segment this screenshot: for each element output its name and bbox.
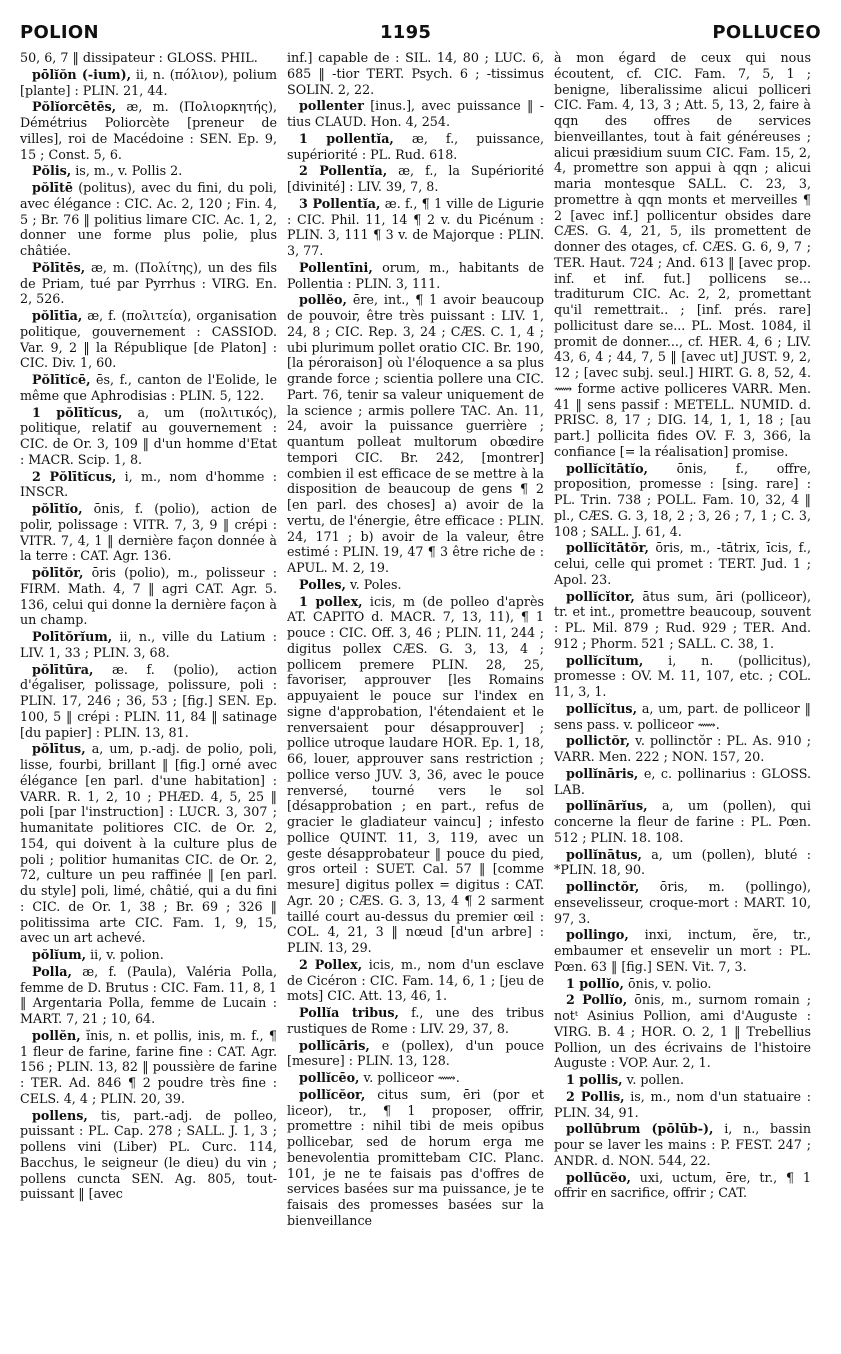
- dictionary-entry: [20, 565, 277, 628]
- entry-definition: 50, 6, 7 ‖ dissipateur : GLOSS. PHIL.: [20, 50, 258, 65]
- headword: pollĭnātus,: [566, 846, 642, 862]
- dictionary-entry: [20, 372, 277, 404]
- entry-definition: inf.] capable de : SIL. 14, 80 ; LUC. 6, 685 ‖ -tior TERT. Psych. 6 ; -tissimus SOLIN. 2, 22.: [287, 50, 544, 97]
- dictionary-entry: [20, 308, 277, 371]
- entry-definition: e, c. pollinarius : GLOSS. LAB.: [554, 765, 811, 797]
- dictionary-entry: [20, 662, 277, 741]
- dictionary-entry: [554, 540, 811, 587]
- dictionary-entry: [287, 957, 544, 1004]
- entry-definition: tis, part.-adj. de polleo, puissant : PL. Cap. 278 ; SALL. J. 1, 3 ; pollens vini (Liber) PL. Curc. 114, Bacchus, le seigneur (le dieu) du vin ; pollens cuncta SEN. Ag. 805, tout-puissant ‖ [avec: [20, 1107, 277, 1202]
- dictionary-entry: [554, 589, 811, 652]
- dictionary-entry: [554, 847, 811, 879]
- dictionary-entry: [20, 629, 277, 661]
- headword: pollingo,: [566, 927, 629, 943]
- headword: 2 Pollentĭa,: [299, 163, 388, 179]
- entry-definition: i, n., bassin pour se laver les mains : P. FEST. 247 ; ANDR. d. NON. 544, 22.: [554, 1121, 811, 1168]
- headword: pollĭnārĭus,: [566, 798, 648, 814]
- entry-definition: ōnis, f. (polio), action de polir, polissage : VITR. 7, 3, 9 ‖ crépi : VITR. 7, 4, 1 ‖ dernière façon donnée à la terre : CAT. Agr. 136.: [20, 501, 277, 564]
- dictionary-entry: [287, 98, 544, 130]
- entry-definition: ii, v. polion.: [90, 947, 164, 962]
- page-number: 1195: [379, 21, 432, 43]
- entry-definition: ĭnis, n. et pollis, inis, m. f., ¶ 1 fleur de farine, farine fine : CAT. Agr. 156 ; PLIN. 13, 82 ‖ poussière de farine : TER. Ad. 846 ¶ 2 poudre très fine : CELS. 4, 4 ; PLIN. 20, 39.: [20, 1027, 277, 1106]
- dictionary-entry: [554, 653, 811, 700]
- entry-definition: æ, f. (πολιτεία), organisation politique, gouvernement : CASSIOD. Var. 9, 2 ‖ la République [de Platon] : CIC. Div. 1, 60.: [20, 308, 277, 371]
- page-header: [20, 18, 821, 46]
- dictionary-entry: [554, 1089, 811, 1121]
- headword: Pŏlītēs,: [32, 259, 86, 275]
- entry-definition: ii, n. (πόλιον), polium [plante] : PLIN. 21, 44.: [20, 66, 277, 98]
- headword: Polles,: [299, 576, 346, 592]
- dictionary-entry: [287, 594, 544, 956]
- headword: pollenter: [299, 98, 364, 114]
- headword: 3 Pollentĭa,: [299, 195, 381, 211]
- entry-definition: f., une des tribus rustiques de Rome : LIV. 29, 37, 8.: [287, 1005, 544, 1036]
- dictionary-entry: [554, 766, 811, 798]
- headword: 2 Pŏlītĭcus,: [32, 468, 117, 484]
- dictionary-entry: [287, 163, 544, 195]
- headword: pollĭnāris,: [566, 765, 639, 781]
- headword: pollens,: [32, 1107, 88, 1123]
- entry-definition: ēre, int., ¶ 1 avoir beaucoup de pouvoir, être très puissant : LIV. 1, 24, 8 ; CIC. Rep. 3, 24 ; CÆS. C. 1, 4 ; ubi plurimum pollet oratio CIC. Br. 190, [la péroraison] où l'éloquence a sa plus grande force ; scientia pollere una CIC. Part. 76, tenir sa valeur uniquement de la science ; armis pollere TAC. An. 11, 24, avoir la puissance guerrière ; quantum polleat multorum obœdire tempori CIC. Br. 242, [montrer] combien il est efficace de se mettre à la disposition de beaucoup de gens ¶ 2 [en parl. des choses] a) avoir de la vertu, de l'énergie, être efficace : PLIN. 24, 171 ; b) avoir de la valeur, être estimé : PLIN. 19, 47 ¶ 3 être riche de : APUL. M. 2, 19.: [287, 292, 544, 575]
- entry-definition: v. polliceor ⟿.: [363, 1070, 460, 1085]
- headword: 2 Pollex,: [299, 956, 363, 972]
- entry-definition: icis, m., nom d'un esclave de Cicéron : CIC. Fam. 14, 6, 1 ; [jeu de mots] CIC. Att. 13, 46, 1.: [287, 956, 544, 1004]
- headword: 1 pollex,: [299, 593, 363, 609]
- entry-definition: v. pollinctŏr : PL. As. 910 ; VARR. Men. 222 ; NON. 157, 20.: [554, 733, 811, 764]
- entry-definition: æ, m. (Πολιορκητής), Démétrius Poliorcète [preneur de villes], roi de Macédoine : SEN. Ep. 9, 15 ; Const. 5, 6.: [20, 99, 277, 162]
- entry-definition: æ, m. (Πολίτης), un des fils de Priam, tué par Pyrrhus : VIRG. En. 2, 526.: [20, 259, 277, 307]
- entry-definition: æ, f., puissance, supériorité : PL. Rud. 618.: [287, 130, 544, 162]
- headword: pŏlītĭo,: [32, 501, 83, 516]
- entry-definition: ōris (polio), m., polisseur : FIRM. Math. 4, 7 ‖ agri CAT. Agr. 5. 136, celui qui donne la dernière façon à un champ.: [20, 565, 277, 628]
- entry-definition: ōnis, m., surnom romain ; notᵗ Asinius Pollion, ami d'Auguste : VIRG. B. 4 ; HOR. O. 2, 1 ‖ Trebellius Pollion, un des écrivains de l'histoire Auguste : VOP. Aur. 2, 1.: [554, 992, 811, 1071]
- dictionary-entry: [20, 180, 277, 259]
- dictionary-entry: [287, 1038, 544, 1070]
- headword: pollĭcēo,: [299, 1070, 360, 1085]
- entry-definition: a, um, p.-adj. de polio, poli, lisse, fourbi, brillant ‖ [fig.] orné avec élégance [en parl. d'une habitation] : VARR. R. 1, 2, 10 ; PHÆD. 4, 5, 25 ‖ poli [par l'instruction] : LUCR. 3, 307 ; humanitate politiores CIC. de Or. 2, 154, qui doivent à la culture plus de poli ; politior humanitas CIC. de Or. 2, 72, culture un peu raffinée ‖ [en parl. du style] poli, limé, châtié, qui a du fini : CIC. de Or. 1, 38 ; Br. 69 ; 326 ‖ politissima arte CIC. Fam. 1, 9, 15, avec un art achevé.: [20, 741, 277, 946]
- dictionary-entry: [554, 1170, 811, 1202]
- headword: pollĭcĭtor,: [566, 588, 635, 604]
- dictionary-entry: [554, 927, 811, 974]
- entry-definition: v. Poles.: [349, 576, 402, 592]
- entry-definition: ii, n., ville du Latium : LIV. 1, 33 ; PLIN. 3, 68.: [20, 629, 277, 660]
- headword: pollĕo,: [299, 292, 347, 308]
- dictionary-entry: [287, 1070, 544, 1086]
- headword: pollĭcĭtum,: [566, 652, 644, 668]
- dictionary-entry: [20, 163, 277, 179]
- headword: pŏlītŏr,: [32, 565, 84, 580]
- entry-definition: is, m., v. Pollis 2.: [75, 163, 183, 179]
- headword: Pŏlītĭcē,: [32, 372, 91, 387]
- headword: pollūbrum (pōlūb-),: [566, 1121, 714, 1137]
- dictionary-entry: [287, 50, 544, 97]
- dictionary-entry: [20, 1028, 277, 1107]
- entry-definition: æ, f., la Supériorité [divinité] : LIV. 39, 7, 8.: [287, 163, 544, 194]
- headword: 1 pollĭo,: [566, 975, 624, 991]
- headword: Pŏlĭorcētēs,: [32, 99, 117, 115]
- headword: pollinctŏr,: [566, 879, 640, 894]
- dictionary-entry: [20, 50, 277, 66]
- headword: Pŏlis,: [32, 163, 72, 179]
- entry-definition: a, um (pollen), bluté : *PLIN. 18, 90.: [554, 846, 811, 878]
- headword: pollĭcĭtātŏr,: [566, 540, 649, 556]
- dictionary-entry: [554, 1072, 811, 1088]
- entry-definition: à mon égard de ceux qui nous écoutent, cf. CIC. Fam. 7, 5, 1 ; benigne, liberalissime alicui polliceri CIC. Fam. 4, 13, 3 ; Att. 5, 13, 2, faire à qqn des offres de services bienveillantes, tout à fait généreuses ; alicui præsidium suum CIC. Fam. 15, 2, 4, promettre son appui à qqn ; alicui maria montesque SALL. C. 23, 3, promettre à qqn monts et merveilles ¶ 2 [avec inf.] pollicentur obsides dare CÆS. G. 4, 21, 5, ils promettent de donner des otages, cf. CÆS. G. 6, 9, 7 ; TER. Haut. 724 ; And. 613 ‖ [avec prop. inf. et inf. fut.] pollicens se... traditurum CIC. Ac. 2, 2, promettant qu'il remettrait.. ; [inf. prés. rare] pollicitust dare se... PL. Most. 1084, il promit de donner..., cf. HER. 4, 6 ; LIV. 43, 6, 4 ; 44, 7, 5 ‖ [avec ut] JUST. 9, 2, 12 ; [avec subj. seul.] HIRT. G. 8, 52, 4. ⟿ forme active polliceres VARR. Men. 41 ‖ sens passif : METELL. NUMID. d. PRISC. 8, 17 ; DIG. 14, 1, 1, 18 ; [au part.] pollicita fides OV. F. 3, 366, la confiance [= la réalisation] promise.: [554, 50, 811, 459]
- headword: pŏlītūra,: [32, 661, 94, 677]
- entry-columns: [20, 50, 821, 1348]
- dictionary-entry: [554, 701, 811, 733]
- entry-definition: uxi, uctum, ēre, tr., ¶ 1 offrir en sacrifice, offrir ; CAT.: [554, 1169, 811, 1201]
- column-1: [20, 50, 277, 1348]
- headword: pollictŏr,: [566, 733, 631, 749]
- entry-definition: i, m., nom d'homme : INSCR.: [20, 468, 277, 500]
- entry-definition: orum, m., habitants de Pollentia : PLIN. 3, 111.: [287, 259, 544, 291]
- entry-definition: i, n. (pollicitus), promesse : OV. M. 11, 107, etc. ; COL. 11, 3, 1.: [554, 652, 811, 699]
- entry-definition: ōris, m., -tātrix, īcis, f., celui, celle qui promet : TERT. Jud. 1 ; Apol. 23.: [554, 540, 811, 587]
- headword: pŏlītē: [32, 180, 73, 195]
- headword: Polītŏrĭum,: [32, 629, 113, 644]
- dictionary-entry: [20, 501, 277, 564]
- dictionary-entry: [554, 461, 811, 540]
- entry-definition: æ. f. (polio), action d'égaliser, polissage, polissure, poli : PLIN. 17, 246 ; 36, 53 ; [fig.] SEN. Ep. 100, 5 ‖ crépi : PLIN. 11, 84 ‖ satinage [du papier] : PLIN. 13, 81.: [20, 661, 277, 740]
- dictionary-entry: [554, 879, 811, 926]
- headword: 1 pŏlītĭcus,: [32, 404, 123, 420]
- entry-definition: a, um (πολιτικός), politique, relatif au gouvernement : CIC. de Or. 3, 109 ‖ d'un homme d'Etat : MACR. Scip. 1, 8.: [20, 404, 277, 467]
- dictionary-entry: [554, 976, 811, 992]
- entry-definition: [inus.], avec puissance ‖ -tius CLAUD. Hon. 4, 254.: [287, 98, 544, 129]
- headword: pollĕn,: [32, 1027, 81, 1043]
- dictionary-entry: [287, 1087, 544, 1229]
- entry-definition: a, um (pollen), qui concerne la fleur de farine : PL. Pœn. 512 ; PLIN. 18. 108.: [554, 798, 811, 845]
- entry-definition: ēs, f., canton de l'Eolide, le même que Aphrodisias : PLIN. 5, 122.: [20, 372, 277, 403]
- dictionary-entry: [554, 798, 811, 845]
- dictionary-entry: [287, 260, 544, 292]
- headword: pollĭcĭtātĭo,: [566, 460, 648, 476]
- entry-definition: ōnis, f., offre, proposition, promesse : [sing. rare] : PL. Trin. 738 ; POLL. Fam. 10, 32, 4 ‖ pl., CÆS. G. 3, 18, 2 ; 3, 26 ; 7, 1 ; C. 3, 108 ; SALL. J. 61, 4.: [554, 460, 811, 539]
- headword: pollĭcāris,: [299, 1037, 370, 1053]
- headword: pōlĭŏn (-ium),: [32, 66, 132, 82]
- headword: pollĭcĕor,: [299, 1086, 366, 1102]
- headword: pollūcĕo,: [566, 1169, 631, 1185]
- column-2: [287, 50, 544, 1348]
- headword: pollĭcĭtus,: [566, 700, 637, 716]
- dictionary-entry: [20, 260, 277, 307]
- dictionary-entry: [20, 964, 277, 1027]
- headword: 2 Pollĭo,: [566, 992, 628, 1008]
- dictionary-entry: [20, 947, 277, 963]
- right-guide-word: POLLUCEO: [712, 21, 821, 43]
- dictionary-entry: [287, 577, 544, 593]
- entry-definition: ōris, m. (pollingo), ensevelisseur, croque-mort : MART. 10, 97, 3.: [554, 879, 811, 926]
- entry-definition: icis, m (de polleo d'après AT. CAPITO d. MACR. 7, 13, 11), ¶ 1 pouce : CIC. Off. 3, 46 ; PLIN. 11, 244 ; digitus pollex CÆS. G. 3, 13, 4 ; pollicem premere PLIN. 28, 25, favoriser, approuver [les Romains appuyaient le pouce sur l'index en signe d'approbation, l'étendaient et le renversaient pour désapprouver] ; pollice utroque laudare HOR. Ep. 1, 18, 66, louer, approuver sans restriction ; pollice verso JUV. 3, 36, avec le pouce renversé, tourné vers le sol [désapprobation ; en part., refus de gracier le gladiateur vaincu] ; infesto pollice QUINT. 11, 3, 119, avec un geste désapprobateur ‖ pouce du pied, gros orteil : SUET. Cal. 57 ‖ [comme mesure] digitus pollex = digitus : CAT. Agr. 20 ; CÆS. G. 3, 13, 4 ¶ 2 sarment taillé court au-dessus du premier œil : COL. 4, 21, 3 ‖ nœud [d'un arbre] : PLIN. 13, 29.: [287, 593, 544, 955]
- left-guide-word: POLION: [20, 21, 99, 43]
- dictionary-entry: [554, 1121, 811, 1168]
- headword: 1 pollentĭa,: [299, 130, 394, 146]
- dictionary-entry: [287, 292, 544, 576]
- dictionary-entry: [20, 405, 277, 468]
- dictionary-entry: [554, 733, 811, 765]
- headword: Pollĭa tribus,: [299, 1005, 399, 1020]
- entry-definition: inxi, inctum, ĕre, tr., embaumer et ensevelir un mort : PL. Pœn. 63 ‖ [fig.] SEN. Vit. 7, 3.: [554, 927, 811, 974]
- dictionary-entry: [287, 131, 544, 163]
- dictionary-entry: [554, 50, 811, 460]
- entry-definition: æ, f. (Paula), Valéria Polla, femme de D. Brutus : CIC. Fam. 11, 8, 1 ‖ Argentaria Polla, femme de Lucain : MART. 7, 21 ; 10, 64.: [20, 963, 277, 1026]
- dictionary-entry: [20, 1108, 277, 1203]
- dictionary-entry: [287, 196, 544, 259]
- headword: Pollentīni,: [299, 259, 373, 275]
- dictionary-entry: [287, 1005, 544, 1037]
- column-3: [554, 50, 811, 1348]
- entry-definition: ātus sum, āri (polliceor), tr. et int., promettre beaucoup, souvent : PL. Mil. 879 ; Rud. 929 ; TER. And. 912 ; Phorm. 521 ; SALL. C. 38, 1.: [554, 588, 811, 651]
- headword: pŏlĭum,: [32, 947, 87, 962]
- entry-definition: citus sum, ēri (por et liceor), tr., ¶ 1 proposer, offrir, promettre : nihil tibi de meis opibus pollicebar, sed de horum erga me benevolentia promittebam CIC. Planc. 101, je ne te faisais pas d'offres de services basées sur ma puissance, je te faisais des promesses basées sur la bienveillance: [287, 1086, 544, 1228]
- entry-definition: v. pollen.: [626, 1072, 684, 1087]
- entry-definition: æ. f., ¶ 1 ville de Ligurie : CIC. Phil. 11, 14 ¶ 2 v. du Picénum : PLIN. 3, 111 ¶ 3 v. de Majorque : PLIN. 3, 77.: [287, 195, 544, 258]
- headword: pŏlītīa,: [32, 308, 83, 323]
- entry-definition: (politus), avec du fini, du poli, avec élégance : CIC. Ac. 2, 120 ; Fin. 4, 5 ; Br. 76 ‖ politius limare CIC. Ac. 1, 2, donner une forme plus polie, plus châtiée.: [20, 180, 277, 258]
- dictionary-entry: [20, 67, 277, 99]
- dictionary-entry: [20, 99, 277, 162]
- dictionary-entry: [20, 741, 277, 946]
- headword: pŏlītus,: [32, 741, 86, 757]
- entry-definition: is, m., nom d'un statuaire : PLIN. 34, 91.: [554, 1088, 811, 1120]
- entry-definition: a, um, part. de polliceor ‖ sens pass. v. polliceor ⟿.: [554, 700, 811, 732]
- headword: 2 Pollis,: [566, 1088, 625, 1104]
- dictionary-entry: [554, 992, 811, 1071]
- entry-definition: ōnis, v. polio.: [627, 975, 712, 991]
- entry-definition: e (pollex), d'un pouce [mesure] : PLIN. 13, 128.: [287, 1037, 544, 1069]
- dictionary-entry: [20, 469, 277, 501]
- headword: 1 pollis,: [566, 1072, 623, 1087]
- headword: Polla,: [32, 963, 72, 979]
